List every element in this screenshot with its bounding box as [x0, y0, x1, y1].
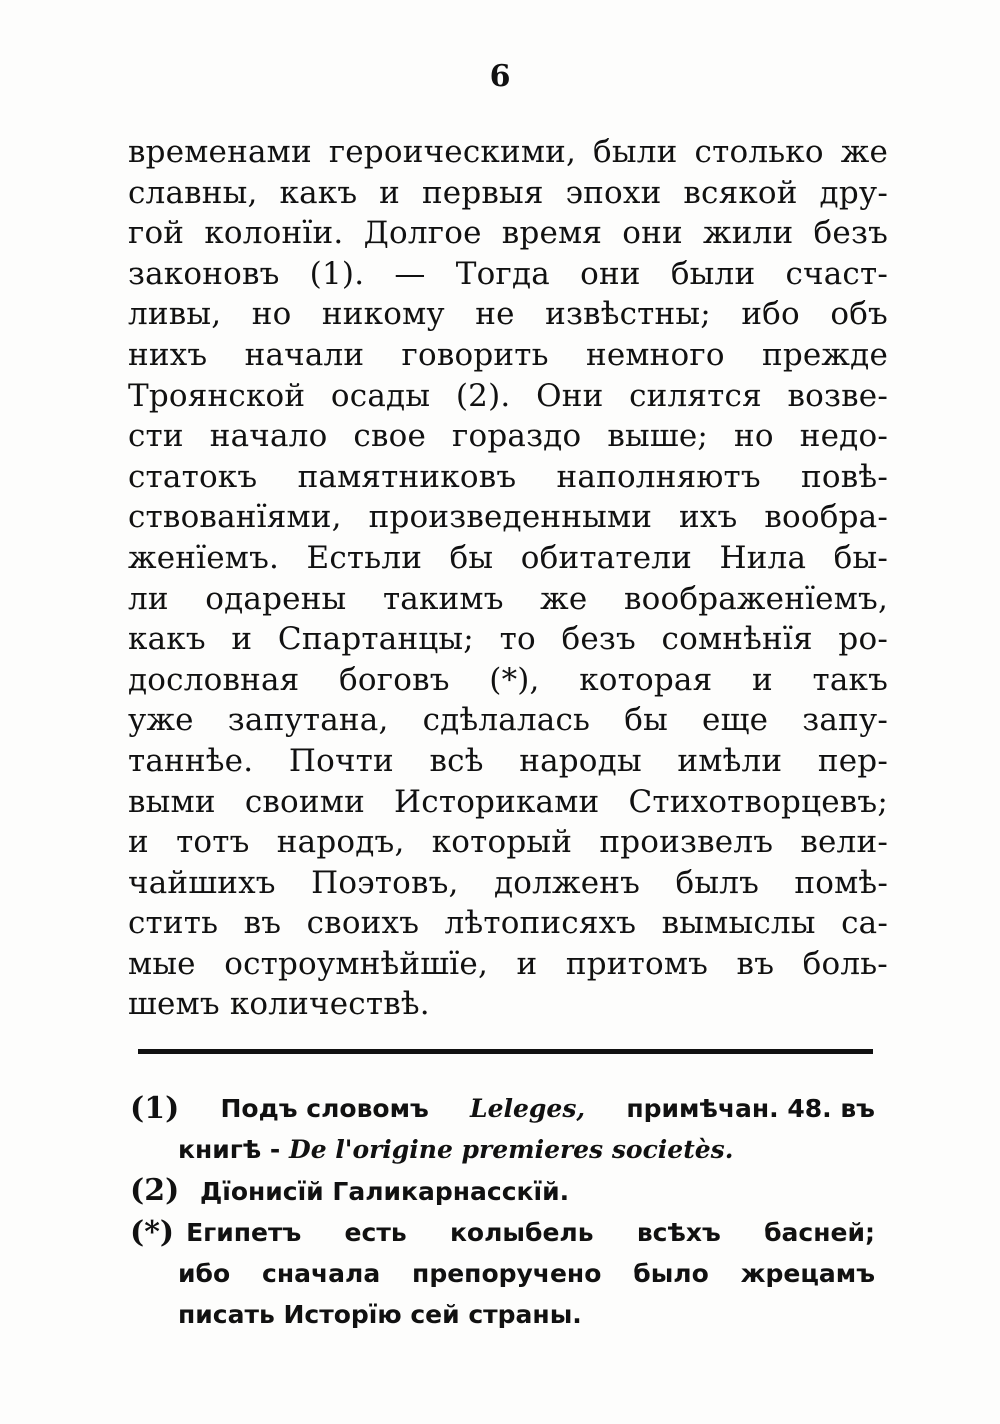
footnote-text: Египетъ есть колыбель всѣхъ басней; [186, 1218, 875, 1247]
footnotes [130, 1088, 875, 1335]
footnote-2 [130, 1170, 875, 1212]
text-line: ствованїями, произведенными ихъ вообра- [128, 499, 888, 536]
text-line: выми своими Историками Стихотворцевъ; [128, 783, 888, 820]
text-line: мые остроумнѣйшїе, и притомъ въ боль- [128, 945, 888, 982]
text-line: дословная боговъ (*), которая и такъ [128, 661, 888, 698]
text-line: статокъ памятниковъ наполняютъ повѣ- [128, 458, 888, 495]
page-number: 6 [489, 59, 511, 94]
footnote-term: Leleges, [470, 1094, 586, 1123]
footnote-3 [130, 1212, 875, 1335]
text-line: временами героическими, были столько же [128, 134, 888, 170]
text-line: ли одарены такимъ же воображенїемъ, [128, 580, 888, 617]
footnote-text: книгѣ - [178, 1135, 281, 1164]
footnote-text: ибо сначала препоручено было жрецамъ [178, 1259, 875, 1288]
body-text [128, 132, 888, 1025]
footnote-1 [130, 1088, 875, 1170]
text-line: славны, какъ и первыя эпохи всякой дру- [128, 174, 888, 211]
footnote-book-title: De l'origine premieres societès. [289, 1135, 734, 1164]
text-line: Троянской осады (2). Они силятся возве- [128, 377, 888, 414]
text-line: таннѣе. Почти всѣ народы имѣли пер- [128, 742, 888, 779]
text-line: нихъ начали говорить немного прежде [128, 336, 888, 373]
footnote-marker: (*) [130, 1215, 175, 1250]
footnote-text: Подъ словомъ [220, 1094, 429, 1123]
text-line: и тотъ народъ, который произвелъ вели- [128, 824, 888, 861]
footnote-text: Дїонисїй Галикарнасскїй. [199, 1177, 570, 1206]
footnote-marker: (1) [130, 1091, 180, 1126]
text-line: чайшихъ Поэтовъ, долженъ былъ помѣ- [128, 864, 888, 901]
footnote-text: примѣчан. 48. въ [626, 1094, 875, 1123]
text-line: ливы, но никому не извѣстны; ибо объ [128, 296, 888, 333]
text-line: какъ и Спартанцы; то безъ сомнѣнїя ро- [128, 621, 888, 658]
footnote-text: писать Исторїю сей страны. [178, 1300, 582, 1329]
text-line: сти начало свое гораздо выше; но недо- [128, 418, 888, 455]
footnote-divider [138, 1049, 873, 1054]
text-line: шемъ количествѣ. [128, 986, 430, 1023]
text-line: женїемъ. Естьли бы обитатели Нила бы- [128, 539, 888, 576]
footnote-marker: (2) [130, 1173, 180, 1208]
text-line: уже запутана, сдѣлалась бы еще запу- [128, 702, 888, 739]
text-line: законовъ (1). — Тогда они были счаст- [128, 255, 888, 292]
text-line: гой колонїи. Долгое время они жили безъ [128, 215, 888, 252]
text-line: стить въ своихъ лѣтописяхъ вымыслы са- [128, 905, 888, 942]
